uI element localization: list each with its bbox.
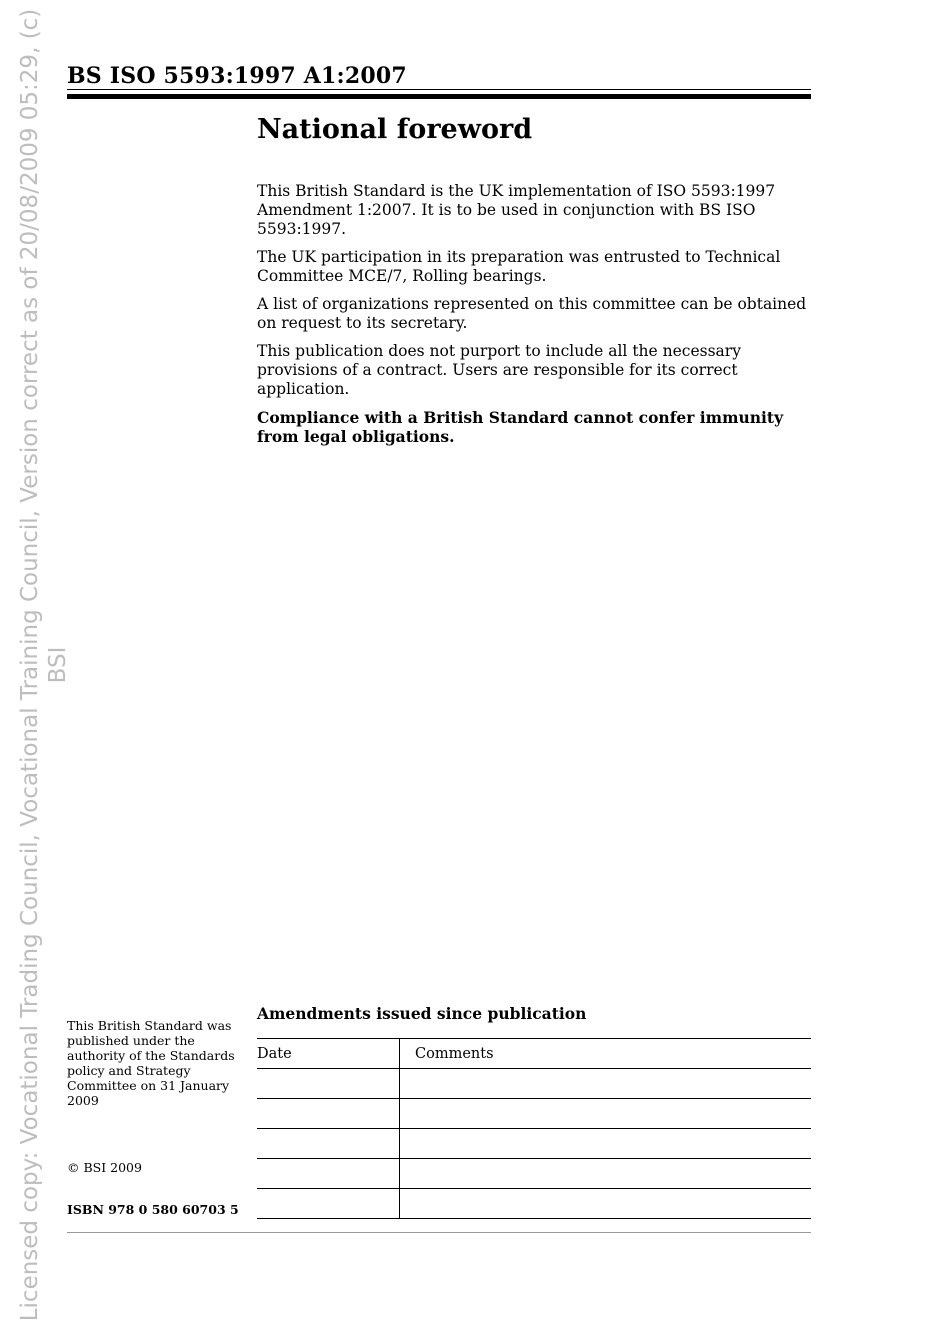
table-row (257, 1159, 811, 1189)
date-cell (257, 1099, 400, 1129)
comments-cell (400, 1069, 812, 1099)
date-cell (257, 1129, 400, 1159)
compliance-note: Compliance with a British Standard cannot confer immunity from legal obligations. (257, 408, 784, 446)
foreword-paragraph: A list of organizations represented on this committee can be obtained on request to its secretary. (257, 295, 807, 332)
isbn: ISBN 978 0 580 60703 5 (67, 1202, 239, 1217)
foreword-body (257, 182, 817, 455)
foreword-paragraph: This publication does not purport to include all the necessary provisions of a contract. Users are responsible for its correct application. (257, 342, 741, 398)
header-rule-thick (67, 94, 811, 99)
table-header-row (257, 1039, 811, 1069)
column-header-date: Date (257, 1039, 400, 1069)
column-header-comments: Comments (400, 1039, 812, 1069)
document-code: BS ISO 5593:1997 A1:2007 (67, 63, 407, 89)
comments-cell (400, 1189, 812, 1219)
date-cell (257, 1189, 400, 1219)
watermark-text: Licensed copy: Vocational Trading Council, Vocational Training Council, Version correct as of 20/08/2009 05:29, (c) BSI (17, 8, 71, 1322)
table-row (257, 1099, 811, 1129)
foreword-paragraph: The UK participation in its preparation was entrusted to Technical Committee MCE/7, Rolling bearings. (257, 248, 781, 285)
comments-cell (400, 1129, 812, 1159)
table-row (257, 1189, 811, 1219)
footer-rule (67, 1232, 811, 1233)
copyright-notice: © BSI 2009 (67, 1160, 142, 1175)
amendments-title: Amendments issued since publication (257, 1004, 587, 1023)
table-row (257, 1129, 811, 1159)
publication-statement: This British Standard was published under the authority of the Standards policy and Strategy Committee on 31 January 2009 (67, 1018, 235, 1108)
date-cell (257, 1159, 400, 1189)
comments-cell (400, 1099, 812, 1129)
page-title: National foreword (257, 114, 533, 145)
comments-cell (400, 1159, 812, 1189)
header-rule-thin (67, 89, 811, 90)
licence-watermark (16, 0, 76, 1344)
amendments-table (257, 1038, 811, 1219)
table-row (257, 1069, 811, 1099)
foreword-paragraph: This British Standard is the UK implementation of ISO 5593:1997 Amendment 1:2007. It is to be used in conjunction with BS ISO 5593:1997. (257, 182, 776, 238)
date-cell (257, 1069, 400, 1099)
